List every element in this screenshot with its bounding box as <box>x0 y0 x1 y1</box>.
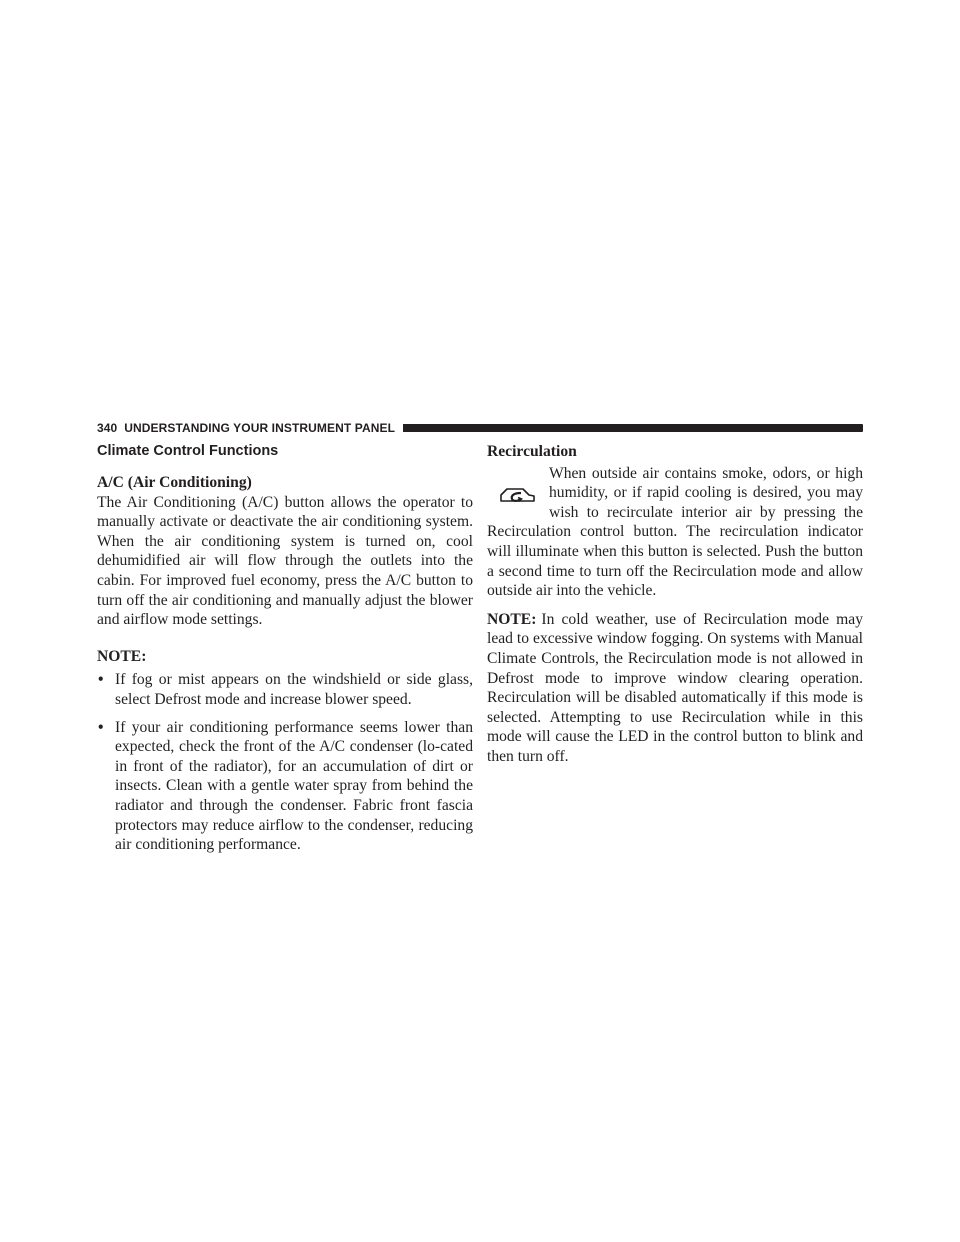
section-title: Climate Control Functions <box>97 443 279 459</box>
bullet-text: If your air conditioning performance seems lower than expected, check the front of the A/C condenser (lo-cated in front of the radiator), for an accumulation of dirt or insects. Clean with a gentle water spray from behind the radiator and through the condenser. Fabric front fascia protectors may reduce airflow to the condenser, reducing air conditioning performance. <box>115 718 473 854</box>
note-bullet-list <box>97 670 473 854</box>
note-label: NOTE: <box>97 647 147 665</box>
recirculation-heading: Recirculation <box>487 443 577 460</box>
page-number: 340 <box>97 421 118 435</box>
right-column <box>487 442 863 767</box>
header-rule <box>403 424 863 432</box>
bullet-icon: • <box>98 671 104 689</box>
page-header-text <box>97 421 403 435</box>
list-item <box>97 718 473 855</box>
recirculation-icon <box>497 484 537 508</box>
bullet-icon: • <box>98 718 104 736</box>
left-column <box>97 442 473 863</box>
ac-paragraph: The Air Conditioning (A/C) button allows the operator to manually activate or deactivate the air conditioning system. When the air conditioning system is turned on, cool dehumidified air will flow through the outlets into the cabin. For improved fuel economy, press the A/C button to turn off the air conditioning and manually adjust the blower and airflow mode settings. <box>97 493 473 629</box>
ac-heading: A/C (Air Conditioning) <box>97 474 252 491</box>
list-item <box>97 670 473 709</box>
bullet-text: If fog or mist appears on the windshield or side glass, select Defrost mode and increase blower speed. <box>115 671 473 708</box>
recirculation-paragraph: When outside air contains smoke, odors, or high humidity, or if rapid cooling is desired, you may wish to recirculate interior air by pressing the Recirculation control button. The recirculation indicator will illuminate when this button is selected. Push the button a second time to turn off the Recirculation mode and allow outside air into the vehicle. <box>487 464 863 600</box>
note-text: In cold weather, use of Recirculation mode may lead to excessive window fogging. On systems with Manual Climate Controls, the Recirculation mode is not allowed in Defrost mode to improve window clearing operation. Recirculation will be disabled automatically if this mode is selected. Attempting to use Recirculation while in this mode will cause the LED in the control button to blink and then turn off. <box>487 610 863 765</box>
chapter-title: UNDERSTANDING YOUR INSTRUMENT PANEL <box>124 421 396 435</box>
note-label: NOTE: <box>487 610 537 628</box>
recirculation-note <box>487 610 863 767</box>
page-header <box>97 420 863 436</box>
